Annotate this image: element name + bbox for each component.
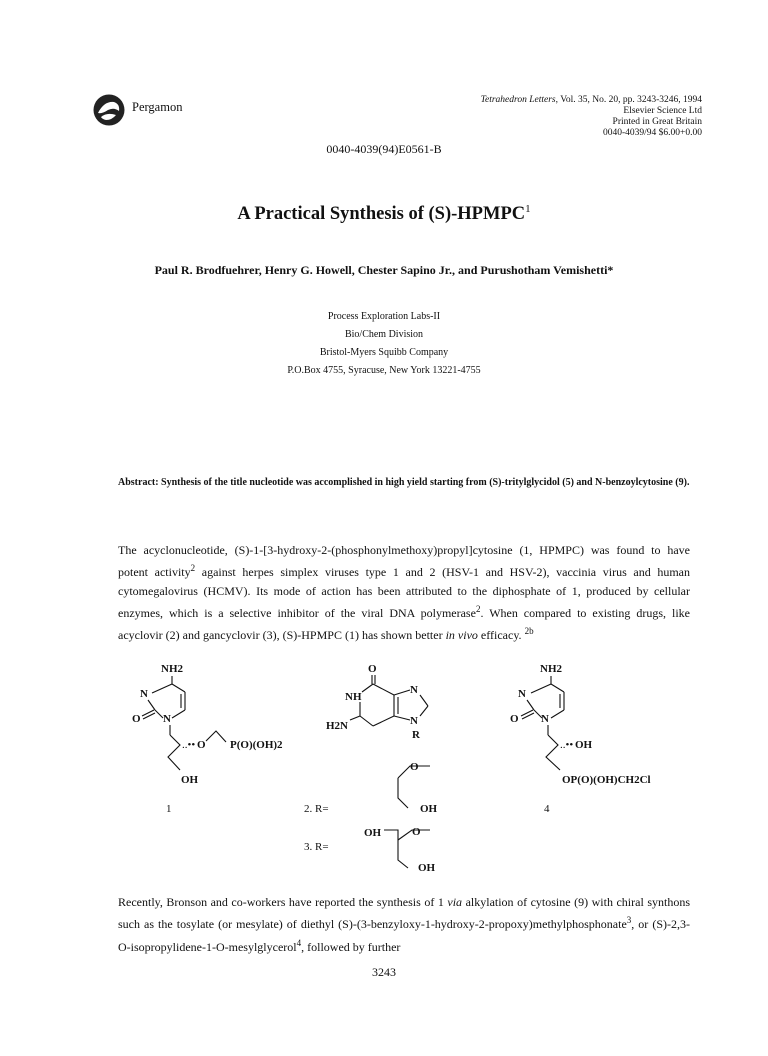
compound-label-4: 4: [544, 803, 550, 815]
nh2-label: NH2: [161, 663, 183, 675]
carbonyl-o: O: [510, 713, 519, 725]
affiliation-line: Process Exploration Labs-II: [327, 311, 441, 322]
carbonyl-o: O: [368, 663, 377, 675]
abstract-text: Synthesis of the title nucleotide was accomplished in high yield starting from (S)-tritylglycidol (5) and N-benzoylcytosine (9).: [158, 477, 690, 488]
oh-label: OH: [418, 862, 436, 874]
authors: Paul R. Brodfuehrer, Henry G. Howell, Chester Sapino Jr., and Purushotham Vemishetti*: [154, 263, 614, 277]
body-paragraph-2: [118, 893, 690, 956]
h2n-label: H2N: [326, 720, 348, 732]
ring-n: N: [163, 713, 171, 725]
structure-1: [132, 663, 283, 815]
r-group: R: [412, 729, 420, 741]
italic-term: in vivo: [445, 628, 478, 643]
text-run: alkylation of cytosine (9) with chiral synthons such as the tosylate (or mesylate) of diethyl (S)-(3-benzyloxy-1-hydroxy-2-propoxy)methylphosphonate: [118, 895, 690, 932]
chloromethylphosphonate-group: OP(O)(OH)CH2Cl: [562, 774, 651, 786]
nh2-label: NH2: [540, 663, 562, 675]
journal-line-4: 0040-4039/94 $6.00+0.00: [602, 128, 702, 138]
text-run: Recently, Bronson and co-workers have reported the synthesis of 1: [118, 895, 448, 909]
ether-o: O: [197, 739, 206, 751]
compound-label-3: 3. R=: [304, 841, 329, 853]
oh-label: OH: [575, 739, 593, 751]
oh-label: OH: [420, 803, 438, 815]
text-run: . When compared to existing drugs, like acyclovir (2) and gancyclovir (3), (S)-HPMPC (1) has shown better: [118, 605, 690, 643]
compound-label-2: 2. R=: [304, 803, 329, 815]
publisher-name: Pergamon: [132, 100, 183, 114]
page-number: 3243: [372, 965, 396, 979]
title-footnote: 1: [525, 203, 531, 215]
ring-n: N: [410, 715, 418, 727]
abstract-label: Abstract:: [118, 477, 159, 488]
ring-n: N: [518, 688, 526, 700]
journal-name: Tetrahedron Letters: [480, 95, 556, 105]
acyclovir-chain: [398, 778, 408, 808]
affiliation-line: P.O.Box 4755, Syracuse, New York 13221-4755: [287, 365, 481, 376]
text-run: efficacy.: [477, 628, 525, 643]
ring-o: O: [410, 761, 419, 773]
citation-ref: 2: [190, 563, 196, 574]
paper-title-text: A Practical Synthesis of (S)-HPMPC: [237, 204, 526, 225]
nh-label: NH: [345, 691, 362, 703]
phosphonate-group: P(O)(OH)2: [230, 739, 283, 751]
carbonyl-o: O: [132, 713, 141, 725]
ring-n: N: [541, 713, 549, 725]
oh-label: OH: [181, 774, 199, 786]
text-run: The acyclonucleotide, (S)-1-[3-hydroxy-2-(phosphonylmethoxy)propyl]cytosine (1, HPMPC) was found to have potent activity: [118, 543, 690, 580]
compound-label-1: 1: [166, 803, 172, 815]
affiliation-line: Bristol-Myers Squibb Company: [319, 347, 449, 358]
structure-4: [510, 663, 651, 815]
ring-n: N: [410, 684, 418, 696]
text-run: against herpes simplex viruses type 1 and 2 (HSV-1 and HSV-2), vaccinia virus and human cytomegalovirus (HCMV). Its mode of action has been attributed to the diphosphate of 1, produced by cellular enzymes, which is a selective inhibitor of the viral DNA polymerase: [118, 565, 690, 620]
journal-volume: , Vol. 35, No. 20, pp. 3243-3246, 1994: [555, 95, 702, 105]
ring-o: O: [412, 826, 421, 838]
citation-ref: 2b: [524, 626, 534, 637]
stereo-wedge: ..••: [560, 739, 574, 751]
journal-line-3: Printed in Great Britain: [612, 117, 702, 127]
doi-code: 0040-4039(94)E0561-B: [326, 142, 442, 156]
oh-label: OH: [364, 827, 382, 839]
citation-ref: 2: [475, 603, 481, 614]
affiliation-line: Bio/Chem Division: [344, 329, 424, 340]
text-run: , or (S)-2,3-O-isopropylidene-1-O-mesylglycerol: [118, 917, 690, 954]
ring-n: N: [140, 688, 148, 700]
guanine-structure: [304, 663, 438, 874]
citation-ref: 4: [296, 937, 302, 948]
text-run: , followed by further: [301, 939, 401, 954]
journal-line-2: Elsevier Science Ltd: [623, 106, 702, 116]
stereo-wedge: ..••: [182, 739, 196, 751]
citation-ref: 3: [626, 915, 632, 926]
italic-term: via: [447, 895, 463, 909]
